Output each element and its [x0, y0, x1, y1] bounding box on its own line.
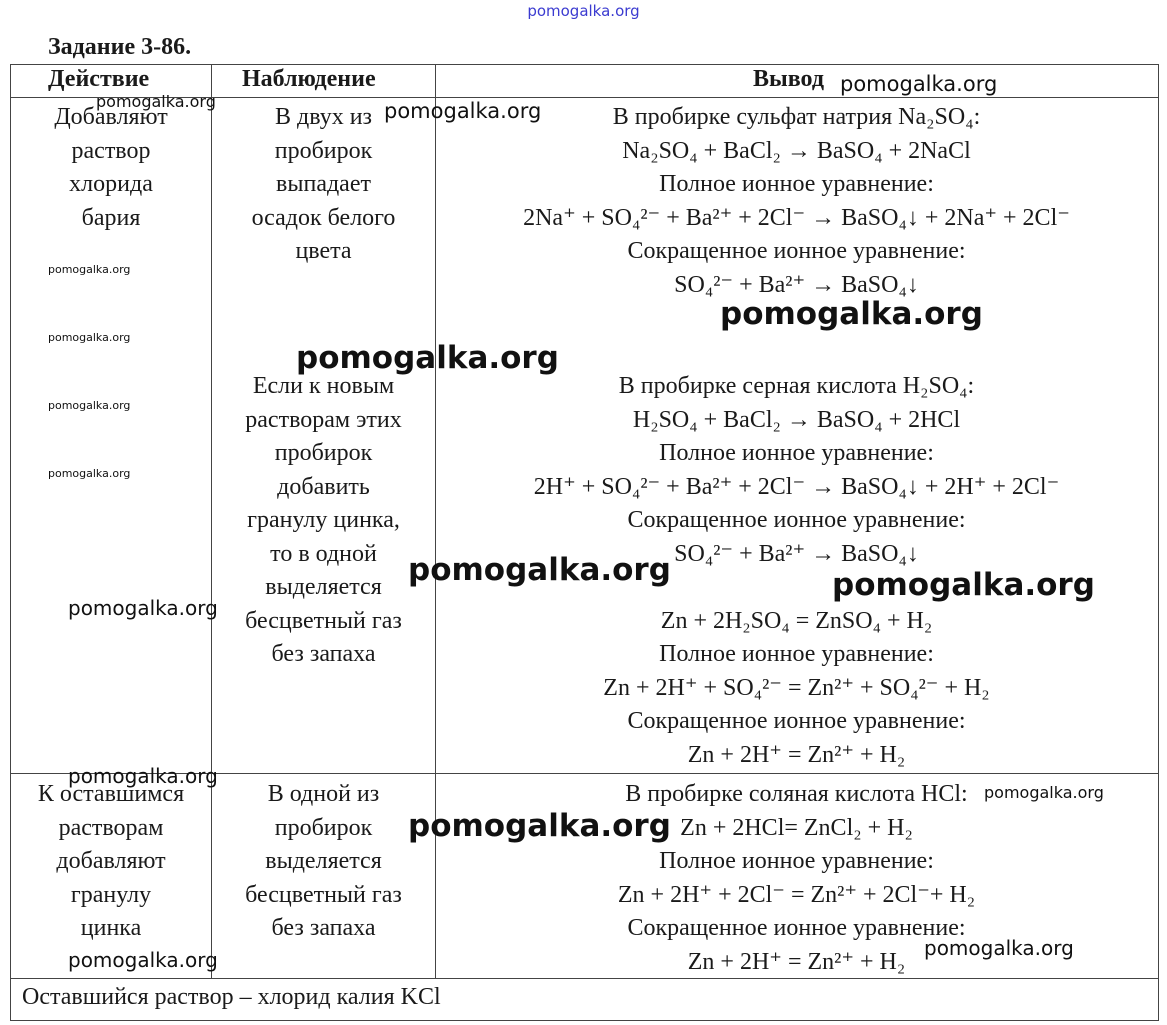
text-line: растворам: [58, 814, 164, 841]
text-line: хлорида: [69, 171, 153, 197]
equation: 2H⁺ + SO₄²⁻ + Ba²⁺ + 2Cl⁻ → BaSO₄↓ + 2H⁺ + 2Cl⁻: [533, 473, 1060, 500]
equation: Zn + 2H⁺ = Zn²⁺ + H₂: [687, 948, 906, 975]
row3-action: [12, 778, 210, 946]
task-title: Задание 3-86.: [48, 34, 192, 60]
row3-observation: [212, 778, 435, 946]
row1-observation: [212, 101, 435, 269]
watermark: pomogalka.org: [832, 567, 1095, 603]
watermark: pomogalka.org: [984, 783, 1104, 802]
text-line: растворам этих: [245, 406, 402, 433]
text-line: то в одной: [270, 540, 377, 567]
text-line: цинка: [80, 915, 142, 941]
row2-observation: [212, 370, 435, 672]
text-line: В одной из: [267, 781, 380, 807]
text-line: гранулу: [70, 881, 152, 908]
text-line: добавить: [277, 473, 370, 500]
text-line: пробирок: [274, 814, 373, 841]
row1-conclusion: [436, 101, 1157, 302]
text-line: Сокращенное ионное уравнение:: [627, 507, 966, 533]
equation: Zn + 2H⁺ + SO₄²⁻ = Zn²⁺ + SO₄²⁻ + H₂: [603, 674, 990, 701]
text-line: цвета: [295, 238, 352, 264]
watermark: pomogalka.org: [48, 399, 131, 412]
watermark: pomogalka.org: [96, 92, 216, 111]
text-line: Полное ионное уравнение:: [659, 641, 934, 667]
header-conclusion: Вывод: [753, 66, 824, 92]
text-line: пробирок: [274, 440, 373, 466]
equation: SO₄²⁻ + Ba²⁺ → BaSO₄↓: [674, 271, 919, 298]
text-line: выпадает: [276, 171, 371, 197]
watermark: pomogalka.org: [48, 331, 131, 344]
text-line: без запаха: [271, 641, 376, 667]
text-line: гранулу цинка,: [247, 507, 400, 533]
watermark: pomogalka.org: [68, 948, 218, 972]
text-line: бесцветный газ: [245, 607, 402, 634]
text-line: Сокращенное ионное уравнение:: [627, 238, 966, 264]
text-line: Сокращенное ионное уравнение:: [627, 708, 966, 734]
text-line: В пробирке сульфат натрия Na₂SO₄:: [612, 104, 981, 130]
equation: H₂SO₄ + BaCl₂ → BaSO₄ + 2HCl: [632, 406, 961, 433]
equation: Zn + 2H⁺ + 2Cl⁻ = Zn²⁺ + 2Cl⁻+ H₂: [617, 881, 976, 908]
equation: Zn + 2H⁺ = Zn²⁺ + H₂: [687, 741, 906, 768]
text-line: В пробирке серная кислота H₂SO₄:: [618, 373, 975, 399]
watermark: pomogalka.org: [384, 99, 542, 123]
header-observation: Наблюдение: [242, 66, 376, 92]
text-line: выделяется: [265, 574, 382, 600]
watermark: pomogalka.org: [924, 936, 1074, 960]
text-line: Сокращенное ионное уравнение:: [627, 915, 966, 941]
text-line: Полное ионное уравнение:: [659, 171, 934, 197]
watermark: pomogalka.org: [720, 296, 983, 332]
watermark: pomogalka.org: [48, 467, 131, 480]
text-line: В пробирке соляная кислота HCl:: [625, 781, 968, 807]
header-action: Действие: [48, 66, 150, 92]
equation: 2Na⁺ + SO₄²⁻ + Ba²⁺ + 2Cl⁻ → BaSO₄↓ + 2Na⁺ + 2Cl⁻: [523, 204, 1070, 231]
text-line: Добавляют: [54, 104, 168, 130]
text-line: бария: [81, 204, 141, 231]
text-line: В двух из: [274, 104, 373, 130]
watermark: pomogalka.org: [408, 808, 671, 844]
final-row-text: Оставшийся раствор – хлорид калия KCl: [22, 984, 441, 1010]
watermark: pomogalka.org: [296, 340, 559, 376]
text-line: без запаха: [271, 915, 376, 941]
equation: SO₄²⁻ + Ba²⁺ → BaSO₄↓: [674, 540, 919, 567]
text-line: пробирок: [274, 137, 373, 164]
watermark: pomogalka.org: [840, 72, 998, 96]
text-line: бесцветный газ: [245, 881, 402, 908]
text-line: раствор: [71, 137, 151, 164]
equation: Zn + 2HCl= ZnCl₂ + H₂: [680, 814, 913, 841]
text-line: выделяется: [265, 848, 382, 874]
text-line: осадок белого: [251, 204, 396, 231]
text-line: Полное ионное уравнение:: [659, 848, 934, 874]
text-line: Если к новым: [252, 373, 395, 399]
watermark: pomogalka.org: [68, 596, 218, 620]
watermark: pomogalka.org: [68, 764, 218, 788]
equation: Zn + 2H₂SO₄ = ZnSO₄ + H₂: [660, 607, 933, 634]
text-line: добавляют: [56, 848, 166, 874]
equation: Na₂SO₄ + BaCl₂ → BaSO₄ + 2NaCl: [622, 137, 971, 164]
row1-action: [12, 101, 210, 235]
text-line: Полное ионное уравнение:: [659, 440, 934, 466]
watermark: pomogalka.org: [48, 263, 131, 276]
watermark: pomogalka.org: [408, 552, 671, 588]
site-header-link[interactable]: pomogalka.org: [527, 2, 640, 20]
text-line: К оставшимся: [37, 781, 185, 807]
